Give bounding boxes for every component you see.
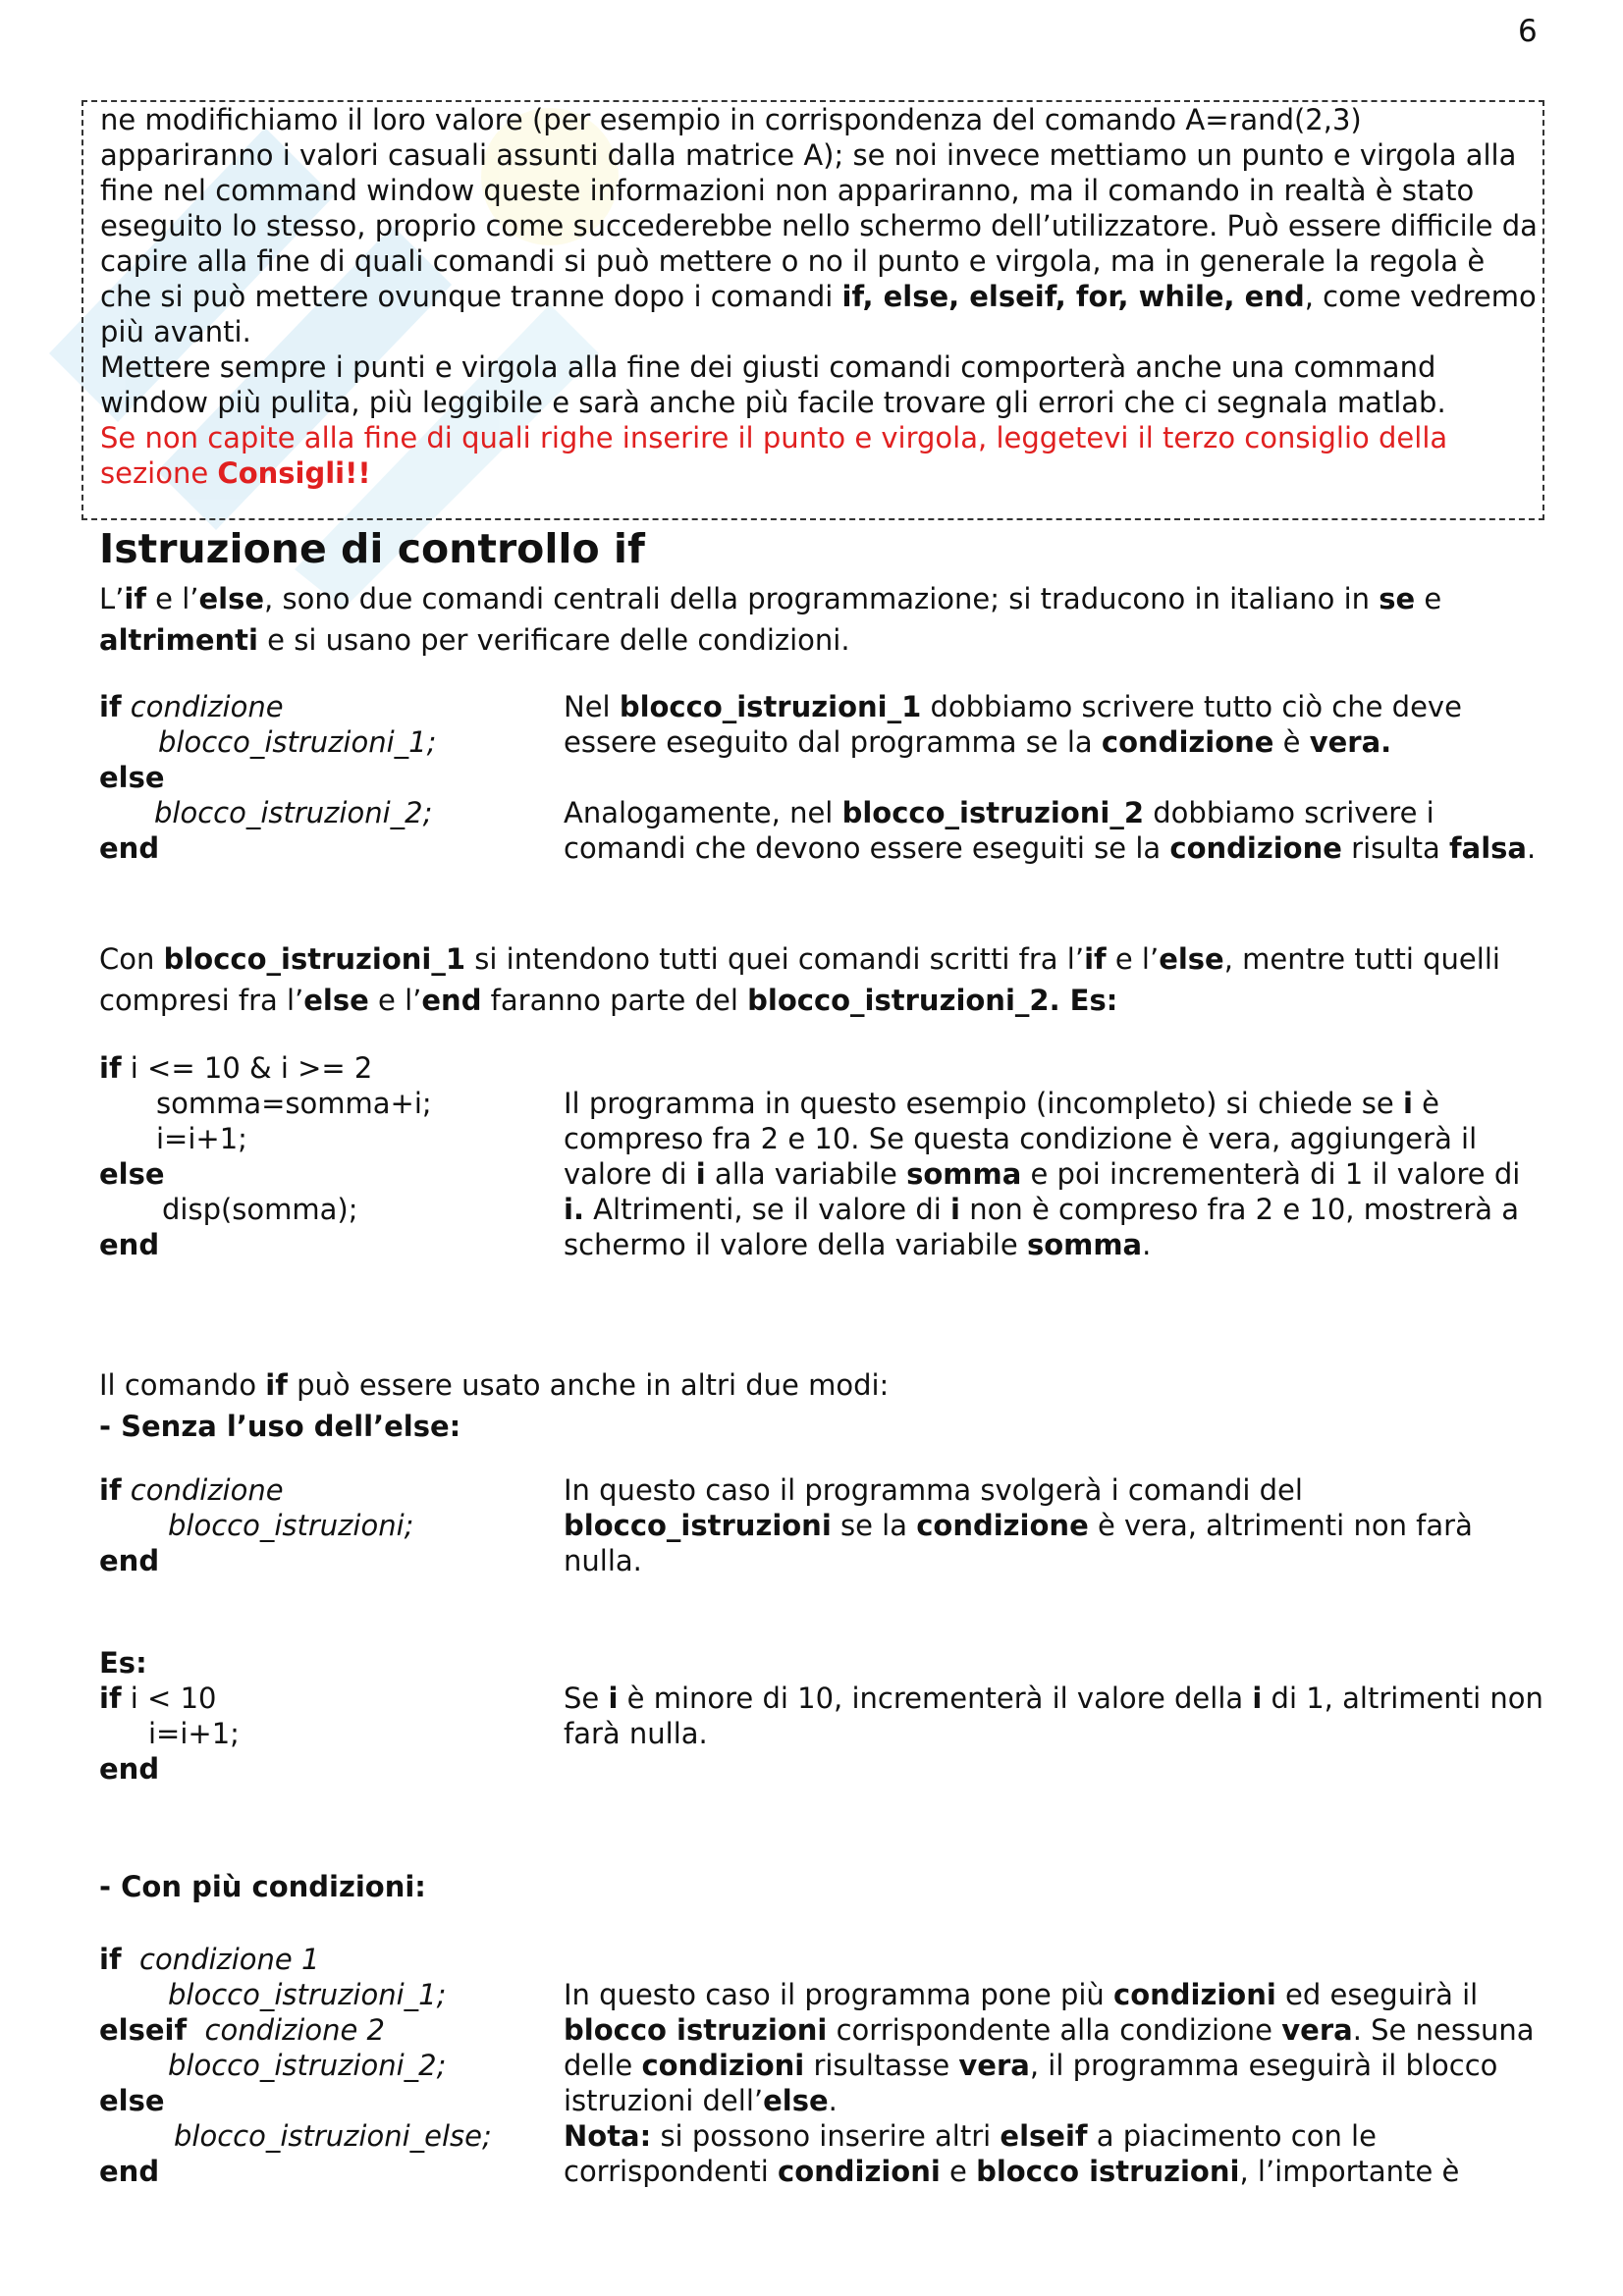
code-if-only: if condizione blocco_istruzioni; end	[99, 1473, 414, 1577]
page-number: 6	[1518, 14, 1538, 49]
note-text-1: ne modifichiamo il loro valore (per esempio in corrispondenza del comando A=rand(2,3) appariranno i valori casuali assunti dalla matrice A); se noi invece mettiamo un punto e virgola alla fine nel command window queste informazioni non appariranno, ma il comando in realtà è stato eseguito lo stesso, proprio come succederebbe nello schermo dell’utilizzatore. Può essere difficile da capire alla fine di quali comandi si può mettere o no il punto e virgola, ma in generale la regola è che si può mettere ovunque tranne dopo i comandi if, else, elseif, for, while, end, come vedremo più avanti.	[100, 103, 1538, 348]
code-example-1: if i <= 10 & i >= 2 somma=somma+i; i=i+1; else disp(somma); end	[99, 1051, 432, 1261]
note-text-2: Mettere sempre i punti e virgola alla fine dei giusti comandi comporterà anche una command window più pulita, più leggibile e sarà anche più facile trovare gli errori che ci segnala matlab.	[100, 350, 1446, 419]
section-heading: Istruzione di controllo if	[99, 525, 645, 572]
note-red-hint: Se non capite alla fine di quali righe inserire il punto e virgola, leggetevi il terzo consiglio della sezione Consigli!!	[100, 421, 1448, 490]
blocks-paragraph: Con blocco_istruzioni_1 si intendono tutti quei comandi scritti fra l’if e l’else, mentre tutti quelli compresi fra l’else e l’end faranno parte del blocco_istruzioni_2. Es:	[99, 942, 1500, 1017]
desc-if-only: In questo caso il programma svolgerà i comandi del blocco_istruzioni se la condizione è vera, altrimenti non farà nulla.	[564, 1473, 1473, 1577]
desc-elseif: In questo caso il programma pone più condizioni ed eseguirà il blocco istruzioni corrispondente alla condizione vera. Se nessuna delle condizioni risultasse vera, il programma eseguirà il blocco istruzioni dell’else. Nota: si possono inserire altri elseif a piacimento con le corrispondenti condizioni e blocco istruzioni, l’importante è	[564, 1978, 1535, 2188]
desc-example-1: Il programma in questo esempio (incompleto) si chiede se i è compreso fra 2 e 10. Se questa condizione è vera, aggiungerà il valore di i alla variabile somma e poi incrementerà di 1 il valore di i. Altrimenti, se il valore di i non è compreso fra 2 e 10, mostrerà a schermo il valore della variabile somma.	[564, 1087, 1521, 1261]
code-elseif: if condizione 1 blocco_istruzioni_1; elseif condizione 2 blocco_istruzioni_2; else blocco_istruzioni_else; end	[99, 1943, 492, 2188]
multi-conditions-heading: - Con più condizioni:	[99, 1870, 426, 1903]
desc-if-else: Nel blocco_istruzioni_1 dobbiamo scrivere tutto ciò che deve essere eseguito dal programma se la condizione è vera. Analogamente, nel blocco_istruzioni_2 dobbiamo scrivere i comandi che devono essere eseguiti se la condizione risulta falsa.	[564, 690, 1537, 865]
intro-paragraph: L’if e l’else, sono due comandi centrali della programmazione; si traducono in italiano in se e altrimenti e si usano per verificare delle condizioni.	[99, 582, 1442, 657]
code-example-2: Es: if i < 10 i=i+1; end	[99, 1646, 240, 1786]
other-modes-paragraph: Il comando if può essere usato anche in altri due modi: - Senza l’uso dell’else:	[99, 1368, 890, 1443]
note-box	[81, 100, 1544, 520]
code-if-else: if condizione blocco_istruzioni_1; else blocco_istruzioni_2; end	[99, 690, 437, 865]
desc-example-2: Se i è minore di 10, incrementerà il valore della i di 1, altrimenti non farà nulla.	[564, 1682, 1543, 1750]
